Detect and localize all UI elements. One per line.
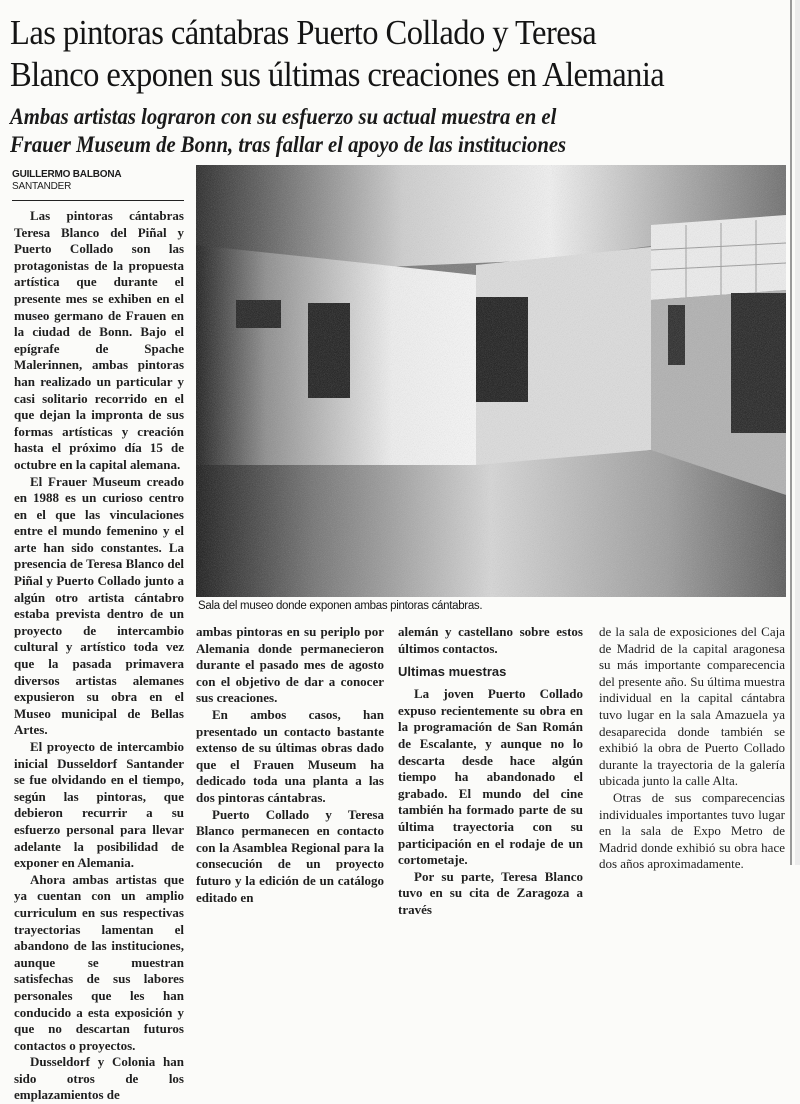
byline-rule (12, 200, 184, 201)
headline-line-1: Las pintoras cántabras Puerto Collado y Teresa (10, 13, 597, 52)
paragraph: ambas pintoras en su periplo por Alemania donde permanecieron durante el pasado mes de agosto con el objetivo de dar a conocer sus creaciones. (196, 624, 384, 706)
body-column-4 (599, 624, 785, 873)
museum-photo (196, 165, 786, 597)
body-column-1 (14, 208, 184, 1104)
paragraph: Otras de sus comparecencias individuales importantes tuvo lugar en la sala de Expo Metro de Madrid donde exhibió su obra hace dos años aproximadamente. (599, 789, 785, 872)
paragraph: Las pintoras cántabras Teresa Blanco del Piñal y Puerto Collado son las protagonistas de la propuesta artística que durante el presente mes se exhiben en el museo germano de Frauen en la ciudad de Bonn. Bajo el epígrafe de Spache Malerinnen, ambas pintoras han realizado un particular y casi solitario recorrido en el que dejan la impronta de sus formas artísticas y creación hasta el próximo día 15 de octubre en la capital alemana. (14, 208, 184, 472)
subheadline (10, 103, 566, 159)
body-column-2 (196, 624, 384, 906)
scan-margin (795, 0, 800, 865)
gallery-room-image (196, 165, 786, 597)
paragraph: El proyecto de intercambio inicial Dusseldorf Santander se fue olvidando en el tiempo, según las pintoras, que debieron recurrir a su esfuerzo personal para llevar adelante la posibilidad de exponer en Alemania. (14, 739, 184, 871)
photo-caption: Sala del museo donde exponen ambas pintoras cántabras. (198, 600, 483, 612)
headline (10, 12, 735, 96)
headline-line-2: Blanco exponen sus últimas creaciones en Alemania (10, 55, 665, 94)
byline (12, 169, 184, 201)
body-column-3 (398, 624, 583, 919)
paragraph: El Frauer Museum creado en 1988 es un curioso centro en el que las vinculaciones entre el mundo femenino y el arte han sido constantes. La presencia de Teresa Blanco del Piñal y Puerto Collado junto a algún otro artista cántabro estaba prevista dentro de un proyecto de intercambio cultural y artístico toda vez que la pasada primavera diversos artistas alemanes expusieron su obra en el Museo municipal de Bellas Artes. (14, 473, 184, 738)
subheadline-line-2: Frauer Museum de Bonn, tras fallar el apoyo de las instituciones (10, 132, 567, 157)
paragraph: alemán y castellano sobre estos últimos contactos. (398, 624, 583, 656)
subheadline-line-1: Ambas artistas lograron con su esfuerzo su actual muestra en el (10, 104, 557, 129)
paragraph: La joven Puerto Collado expuso recientemente su obra en la programación de San Román de Escalante, y aunque no lo descarta desde hace algún tiempo ha abandonado el grabado. El mundo del cine también ha formado parte de su última trayectoria con su participación en el rodaje de un cortometaje. (398, 686, 583, 868)
page-edge (790, 0, 792, 865)
byline-location: SANTANDER (12, 181, 72, 192)
paragraph: En ambos casos, han presentado un contacto bastante extenso de su últimas obras dado que el Frauen Museum ha dedicado toda una planta a las dos pintoras cántabras. (196, 706, 384, 805)
paragraph: Por su parte, Teresa Blanco tuvo en su cita de Zaragoza a través (398, 868, 583, 917)
paragraph: Ahora ambas artistas que ya cuentan con un amplio curriculum en sus respectivas trayectorias lamentan el abandono de las instituciones, aunque se muestran satisfechas de sus labores personales que les han conducido a esta exposición y que no descartan futuros contactos o proyectos. (14, 871, 184, 1053)
paragraph: Dusseldorf y Colonia han sido otros de los emplazamientos de (14, 1054, 184, 1103)
paragraph: Puerto Collado y Teresa Blanco permanecen en contacto con la Asamblea Regional para la consecución de un proyecto futuro y la edición de un catálogo editado en (196, 806, 384, 905)
section-heading: Ultimas muestras (398, 664, 507, 680)
paragraph: de la sala de exposiciones del Caja de Madrid de la capital aragonesa su más importante comparecencia del presente año. Su última muestra individual en la capital cántabra tuvo lugar en la sala Amazuela ya desaparecida donde también se exhibió la obra de Puerto Collado durante la trayectoria de la galería ubicada junto la calle Alta. (599, 624, 785, 789)
byline-author: GUILLERMO BALBONA (12, 169, 122, 180)
